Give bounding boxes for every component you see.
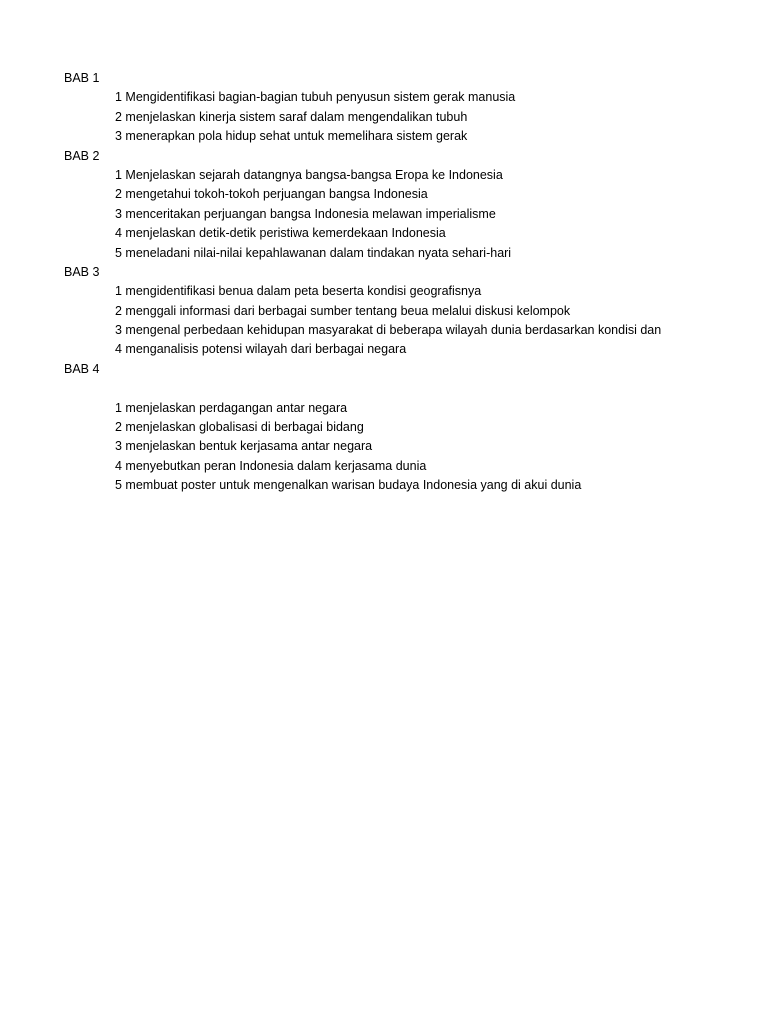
objective-item: 4 menyebutkan peran Indonesia dalam kerjasama dunia	[115, 458, 427, 473]
chapter-section-4	[64, 360, 744, 496]
objective-item: 2 mengetahui tokoh-tokoh perjuangan bangsa Indonesia	[115, 187, 428, 202]
objective-item: 3 menjelaskan bentuk kerjasama antar negara	[115, 439, 373, 454]
objective-item: 1 menjelaskan perdagangan antar negara	[115, 400, 348, 415]
objective-item: 5 membuat poster untuk mengenalkan warisan budaya Indonesia yang di akui dunia	[115, 478, 582, 493]
objective-item: 2 menjelaskan globalisasi di berbagai bidang	[115, 420, 364, 435]
objective-item: 4 menganalisis potensi wilayah dari berbagai negara	[115, 342, 407, 357]
objective-item: 1 Menjelaskan sejarah datangnya bangsa-bangsa Eropa ke Indonesia	[115, 167, 503, 182]
chapter-section-3	[64, 263, 744, 360]
objective-item: 2 menjelaskan kinerja sistem saraf dalam mengendalikan tubuh	[115, 109, 468, 124]
learning-objectives-list	[64, 69, 744, 496]
chapter-section-1	[64, 69, 744, 147]
chapter-heading: BAB 4	[64, 361, 100, 376]
objective-item: 3 menceritakan perjuangan bangsa Indonesia melawan imperialisme	[115, 206, 496, 221]
chapter-heading: BAB 3	[64, 264, 100, 279]
objective-item: 1 Mengidentifikasi bagian-bagian tubuh penyusun sistem gerak manusia	[115, 90, 516, 105]
objective-item-blank	[64, 379, 744, 398]
objective-item: 4 menjelaskan detik-detik peristiwa kemerdekaan Indonesia	[115, 226, 446, 241]
objective-item: 3 mengenal perbedaan kehidupan masyarakat di beberapa wilayah dunia berdasarkan kondisi dan	[115, 323, 662, 338]
objective-item: 1 mengidentifikasi benua dalam peta beserta kondisi geografisnya	[115, 284, 482, 299]
chapter-heading: BAB 2	[64, 148, 100, 163]
chapter-heading: BAB 1	[64, 71, 100, 85]
objective-item: 5 meneladani nilai-nilai kepahlawanan dalam tindakan nyata sehari-hari	[115, 245, 512, 260]
objective-item: 2 menggali informasi dari berbagai sumber tentang beua melalui diskusi kelompok	[115, 303, 571, 318]
chapter-section-2	[64, 147, 744, 263]
objective-item: 3 menerapkan pola hidup sehat untuk memelihara sistem gerak	[115, 129, 468, 144]
